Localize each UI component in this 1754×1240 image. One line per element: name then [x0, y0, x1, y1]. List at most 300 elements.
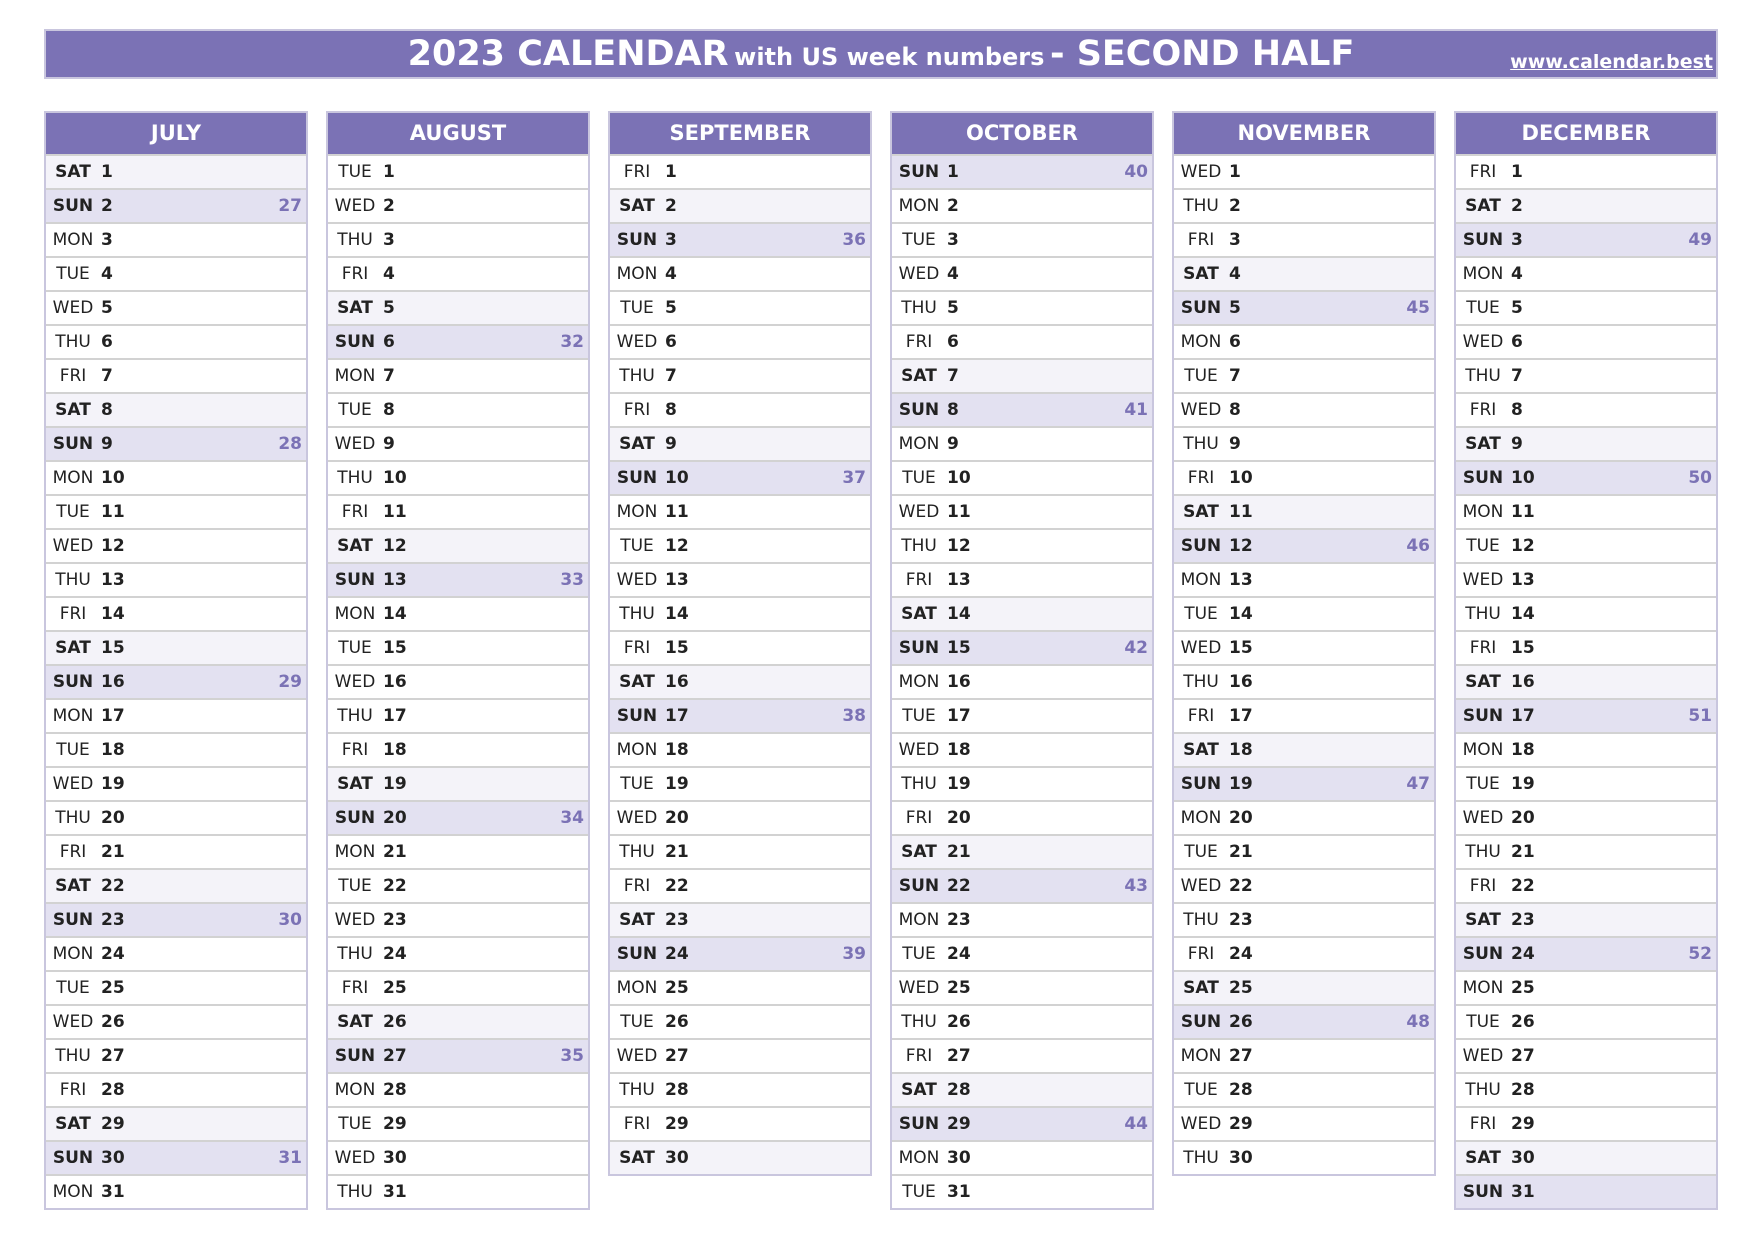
day-number: 21	[383, 842, 407, 862]
day-row	[1174, 562, 1434, 596]
day-of-week: FRI	[341, 978, 369, 998]
day-number: 28	[1511, 1080, 1535, 1100]
day-row	[610, 528, 870, 562]
day-of-week: THU	[337, 230, 373, 250]
day-row	[46, 732, 306, 766]
month-column-november	[1172, 111, 1436, 1176]
day-number: 14	[1229, 604, 1253, 624]
day-row	[1456, 256, 1716, 290]
day-number: 11	[665, 502, 689, 522]
day-number: 15	[383, 638, 407, 658]
day-row	[892, 868, 1152, 902]
day-row	[46, 392, 306, 426]
title-year: 2023 CALENDAR	[407, 34, 729, 74]
day-number: 20	[665, 808, 689, 828]
day-row	[1456, 1106, 1716, 1140]
day-of-week: WED	[1180, 1114, 1222, 1134]
day-number: 23	[1229, 910, 1253, 930]
day-of-week: THU	[337, 1182, 373, 1202]
title-bar	[44, 29, 1718, 79]
day-row	[328, 290, 588, 324]
day-row	[610, 664, 870, 698]
week-number: 42	[1124, 638, 1148, 658]
month-header: AUGUST	[328, 113, 588, 154]
day-number: 1	[383, 162, 395, 182]
day-row	[328, 698, 588, 732]
day-of-week: SAT	[337, 1012, 373, 1032]
day-number: 25	[1511, 978, 1535, 998]
day-of-week: WED	[898, 978, 940, 998]
day-of-week: WED	[898, 264, 940, 284]
day-of-week: THU	[901, 536, 937, 556]
day-of-week: FRI	[341, 740, 369, 760]
day-number: 31	[101, 1182, 125, 1202]
week-number: 47	[1406, 774, 1430, 794]
day-of-week: FRI	[623, 1114, 651, 1134]
day-of-week: SUN	[898, 400, 940, 420]
day-number: 17	[1229, 706, 1253, 726]
day-of-week: SAT	[337, 774, 373, 794]
day-row	[892, 698, 1152, 732]
day-number: 19	[1229, 774, 1253, 794]
day-number: 4	[1229, 264, 1241, 284]
day-of-week: SAT	[55, 162, 91, 182]
day-row	[610, 1140, 870, 1174]
day-row	[1174, 154, 1434, 188]
day-row	[610, 154, 870, 188]
day-row	[610, 596, 870, 630]
day-row	[46, 936, 306, 970]
day-number: 12	[101, 536, 125, 556]
day-row	[1174, 460, 1434, 494]
day-row	[610, 188, 870, 222]
week-number: 51	[1688, 706, 1712, 726]
day-of-week: SUN	[1462, 230, 1504, 250]
day-row	[892, 630, 1152, 664]
week-number: 50	[1688, 468, 1712, 488]
day-number: 4	[1511, 264, 1523, 284]
day-row	[610, 766, 870, 800]
day-number: 13	[1229, 570, 1253, 590]
day-row	[892, 222, 1152, 256]
day-of-week: WED	[1180, 400, 1222, 420]
day-row	[46, 630, 306, 664]
day-of-week: TUE	[56, 264, 90, 284]
day-of-week: SAT	[55, 400, 91, 420]
week-number: 27	[278, 196, 302, 216]
day-of-week: SUN	[334, 332, 376, 352]
week-number: 52	[1688, 944, 1712, 964]
day-number: 23	[665, 910, 689, 930]
day-of-week: SUN	[898, 162, 940, 182]
day-of-week: TUE	[56, 502, 90, 522]
week-number: 35	[560, 1046, 584, 1066]
day-number: 28	[1229, 1080, 1253, 1100]
day-number: 16	[947, 672, 971, 692]
day-of-week: FRI	[1469, 1114, 1497, 1134]
day-of-week: WED	[52, 1012, 94, 1032]
day-number: 29	[665, 1114, 689, 1134]
week-number: 31	[278, 1148, 302, 1168]
day-row	[610, 698, 870, 732]
day-of-week: MON	[1180, 570, 1222, 590]
month-column-december	[1454, 111, 1718, 1210]
day-row	[1174, 358, 1434, 392]
day-of-week: WED	[334, 910, 376, 930]
day-row	[46, 868, 306, 902]
month-column-august	[326, 111, 590, 1210]
day-of-week: TUE	[1466, 774, 1500, 794]
day-of-week: TUE	[1184, 366, 1218, 386]
day-row	[328, 800, 588, 834]
day-number: 23	[1511, 910, 1535, 930]
month-header: JULY	[46, 113, 306, 154]
day-of-week: WED	[52, 298, 94, 318]
day-number: 6	[665, 332, 677, 352]
day-of-week: MON	[1462, 502, 1504, 522]
week-number: 46	[1406, 536, 1430, 556]
day-row	[1456, 154, 1716, 188]
day-number: 10	[665, 468, 689, 488]
day-row	[1174, 1106, 1434, 1140]
day-number: 21	[1511, 842, 1535, 862]
day-of-week: MON	[898, 196, 940, 216]
week-number: 32	[560, 332, 584, 352]
day-number: 18	[947, 740, 971, 760]
day-number: 7	[665, 366, 677, 386]
day-of-week: THU	[337, 468, 373, 488]
day-number: 17	[1511, 706, 1535, 726]
day-of-week: MON	[616, 502, 658, 522]
day-of-week: THU	[619, 366, 655, 386]
day-of-week: TUE	[1184, 1080, 1218, 1100]
day-number: 28	[947, 1080, 971, 1100]
day-number: 15	[101, 638, 125, 658]
day-row	[1456, 800, 1716, 834]
month-header: DECEMBER	[1456, 113, 1716, 154]
week-number: 33	[560, 570, 584, 590]
day-number: 17	[101, 706, 125, 726]
day-number: 18	[1511, 740, 1535, 760]
day-of-week: THU	[619, 842, 655, 862]
day-row	[1456, 188, 1716, 222]
day-of-week: TUE	[1466, 1012, 1500, 1032]
day-number: 12	[383, 536, 407, 556]
day-row	[892, 732, 1152, 766]
day-row	[328, 1174, 588, 1208]
day-of-week: SUN	[1180, 1012, 1222, 1032]
day-row	[892, 834, 1152, 868]
day-of-week: FRI	[341, 502, 369, 522]
day-of-week: THU	[619, 1080, 655, 1100]
day-of-week: WED	[1180, 162, 1222, 182]
day-number: 9	[1511, 434, 1523, 454]
day-row	[328, 222, 588, 256]
day-of-week: SUN	[52, 434, 94, 454]
day-of-week: TUE	[56, 740, 90, 760]
day-number: 24	[383, 944, 407, 964]
day-row	[328, 970, 588, 1004]
day-of-week: TUE	[338, 1114, 372, 1134]
day-of-week: SUN	[1462, 944, 1504, 964]
day-of-week: MON	[898, 910, 940, 930]
day-of-week: SAT	[55, 638, 91, 658]
week-number: 43	[1124, 876, 1148, 896]
day-row	[892, 664, 1152, 698]
day-row	[610, 868, 870, 902]
day-of-week: TUE	[1184, 842, 1218, 862]
day-row	[1456, 460, 1716, 494]
day-of-week: MON	[898, 672, 940, 692]
day-row	[1456, 426, 1716, 460]
month-header: OCTOBER	[892, 113, 1152, 154]
day-of-week: SAT	[1183, 978, 1219, 998]
day-of-week: SAT	[1465, 910, 1501, 930]
day-row	[892, 290, 1152, 324]
day-of-week: SAT	[1183, 740, 1219, 760]
day-of-week: TUE	[1466, 298, 1500, 318]
day-of-week: SAT	[901, 1080, 937, 1100]
day-row	[892, 358, 1152, 392]
day-row	[1174, 324, 1434, 358]
day-row	[1174, 1038, 1434, 1072]
day-of-week: SAT	[619, 672, 655, 692]
day-of-week: TUE	[338, 162, 372, 182]
day-row	[1456, 766, 1716, 800]
day-number: 27	[947, 1046, 971, 1066]
day-of-week: THU	[901, 774, 937, 794]
day-of-week: THU	[1183, 672, 1219, 692]
day-of-week: THU	[1465, 1080, 1501, 1100]
day-row	[892, 936, 1152, 970]
day-row	[1456, 528, 1716, 562]
day-row	[892, 324, 1152, 358]
day-number: 17	[947, 706, 971, 726]
day-row	[46, 664, 306, 698]
day-number: 12	[1229, 536, 1253, 556]
day-number: 26	[1229, 1012, 1253, 1032]
day-of-week: WED	[616, 332, 658, 352]
day-number: 2	[665, 196, 677, 216]
day-number: 4	[383, 264, 395, 284]
day-number: 11	[383, 502, 407, 522]
day-of-week: THU	[1183, 910, 1219, 930]
day-number: 8	[101, 400, 113, 420]
day-of-week: WED	[1462, 332, 1504, 352]
day-of-week: WED	[616, 808, 658, 828]
day-number: 31	[947, 1182, 971, 1202]
day-row	[1174, 256, 1434, 290]
day-row	[610, 256, 870, 290]
day-number: 18	[101, 740, 125, 760]
day-number: 3	[383, 230, 395, 250]
day-row	[328, 426, 588, 460]
day-of-week: TUE	[902, 944, 936, 964]
day-of-week: MON	[52, 944, 94, 964]
day-of-week: TUE	[620, 1012, 654, 1032]
day-of-week: THU	[55, 570, 91, 590]
day-number: 22	[1229, 876, 1253, 896]
day-row	[46, 324, 306, 358]
day-number: 27	[665, 1046, 689, 1066]
day-row	[1174, 290, 1434, 324]
day-row	[892, 1072, 1152, 1106]
day-row	[1174, 630, 1434, 664]
day-of-week: WED	[334, 434, 376, 454]
day-number: 20	[383, 808, 407, 828]
day-of-week: MON	[52, 230, 94, 250]
day-of-week: MON	[52, 706, 94, 726]
day-of-week: TUE	[338, 400, 372, 420]
month-column-july	[44, 111, 308, 1210]
day-of-week: MON	[616, 740, 658, 760]
week-number: 37	[842, 468, 866, 488]
day-number: 8	[383, 400, 395, 420]
day-number: 17	[665, 706, 689, 726]
day-number: 23	[383, 910, 407, 930]
day-of-week: SUN	[1462, 1182, 1504, 1202]
week-number: 29	[278, 672, 302, 692]
day-row	[1456, 970, 1716, 1004]
website-link[interactable]: www.calendar.best	[1510, 51, 1713, 73]
day-of-week: FRI	[905, 1046, 933, 1066]
day-number: 2	[383, 196, 395, 216]
day-number: 7	[1229, 366, 1241, 386]
day-row	[1174, 426, 1434, 460]
day-row	[1174, 1004, 1434, 1038]
day-number: 8	[947, 400, 959, 420]
day-number: 24	[101, 944, 125, 964]
day-row	[1174, 868, 1434, 902]
day-number: 31	[383, 1182, 407, 1202]
day-of-week: SUN	[52, 672, 94, 692]
day-of-week: FRI	[59, 842, 87, 862]
day-row	[328, 188, 588, 222]
day-of-week: FRI	[1187, 468, 1215, 488]
day-of-week: MON	[52, 1182, 94, 1202]
day-number: 1	[1229, 162, 1241, 182]
day-number: 13	[101, 570, 125, 590]
day-of-week: TUE	[1184, 604, 1218, 624]
day-number: 21	[101, 842, 125, 862]
day-row	[1456, 596, 1716, 630]
day-row	[1174, 732, 1434, 766]
day-number: 3	[101, 230, 113, 250]
day-row	[610, 732, 870, 766]
day-row	[1174, 902, 1434, 936]
day-number: 22	[383, 876, 407, 896]
day-row	[610, 1004, 870, 1038]
day-of-week: FRI	[623, 638, 651, 658]
day-row	[892, 1004, 1152, 1038]
day-of-week: WED	[616, 570, 658, 590]
day-row	[1456, 290, 1716, 324]
day-row	[1174, 766, 1434, 800]
day-number: 22	[1511, 876, 1535, 896]
day-row	[1456, 562, 1716, 596]
day-of-week: TUE	[902, 1182, 936, 1202]
day-row	[328, 596, 588, 630]
day-number: 29	[101, 1114, 125, 1134]
day-number: 28	[383, 1080, 407, 1100]
day-of-week: SAT	[1465, 1148, 1501, 1168]
day-row	[610, 494, 870, 528]
day-number: 4	[947, 264, 959, 284]
day-row	[328, 1072, 588, 1106]
day-number: 7	[947, 366, 959, 386]
day-row	[46, 1174, 306, 1208]
day-of-week: THU	[619, 604, 655, 624]
day-of-week: THU	[1183, 196, 1219, 216]
day-of-week: SAT	[1183, 502, 1219, 522]
day-of-week: WED	[52, 536, 94, 556]
day-number: 19	[1511, 774, 1535, 794]
day-row	[892, 1140, 1152, 1174]
day-row	[892, 426, 1152, 460]
week-number: 45	[1406, 298, 1430, 318]
day-number: 3	[1511, 230, 1523, 250]
day-number: 6	[947, 332, 959, 352]
day-row	[610, 970, 870, 1004]
day-number: 1	[665, 162, 677, 182]
day-number: 15	[665, 638, 689, 658]
day-of-week: WED	[1462, 570, 1504, 590]
day-of-week: SAT	[1465, 434, 1501, 454]
day-row	[610, 290, 870, 324]
day-row	[328, 1106, 588, 1140]
day-number: 7	[1511, 366, 1523, 386]
day-of-week: FRI	[1187, 944, 1215, 964]
week-number: 40	[1124, 162, 1148, 182]
day-row	[610, 1106, 870, 1140]
day-number: 15	[1229, 638, 1253, 658]
day-row	[610, 800, 870, 834]
day-row	[1456, 392, 1716, 426]
day-of-week: SUN	[616, 468, 658, 488]
day-row	[328, 562, 588, 596]
day-of-week: SUN	[334, 1046, 376, 1066]
day-row	[46, 1140, 306, 1174]
day-number: 16	[665, 672, 689, 692]
day-row	[46, 1072, 306, 1106]
day-number: 6	[383, 332, 395, 352]
day-row	[610, 1072, 870, 1106]
month-header: NOVEMBER	[1174, 113, 1434, 154]
day-of-week: SAT	[619, 1148, 655, 1168]
day-number: 7	[383, 366, 395, 386]
day-row	[46, 970, 306, 1004]
day-row	[328, 1038, 588, 1072]
day-of-week: SAT	[1465, 672, 1501, 692]
day-row	[1456, 630, 1716, 664]
day-row	[1456, 494, 1716, 528]
day-number: 27	[101, 1046, 125, 1066]
day-row	[1174, 1072, 1434, 1106]
day-row	[328, 528, 588, 562]
day-number: 2	[1511, 196, 1523, 216]
day-of-week: FRI	[1469, 638, 1497, 658]
day-of-week: FRI	[623, 400, 651, 420]
day-row	[46, 596, 306, 630]
day-of-week: THU	[1183, 434, 1219, 454]
day-row	[610, 426, 870, 460]
day-row	[1174, 596, 1434, 630]
day-row	[46, 426, 306, 460]
day-number: 21	[947, 842, 971, 862]
day-number: 13	[383, 570, 407, 590]
day-row	[328, 868, 588, 902]
day-row	[1174, 1140, 1434, 1174]
